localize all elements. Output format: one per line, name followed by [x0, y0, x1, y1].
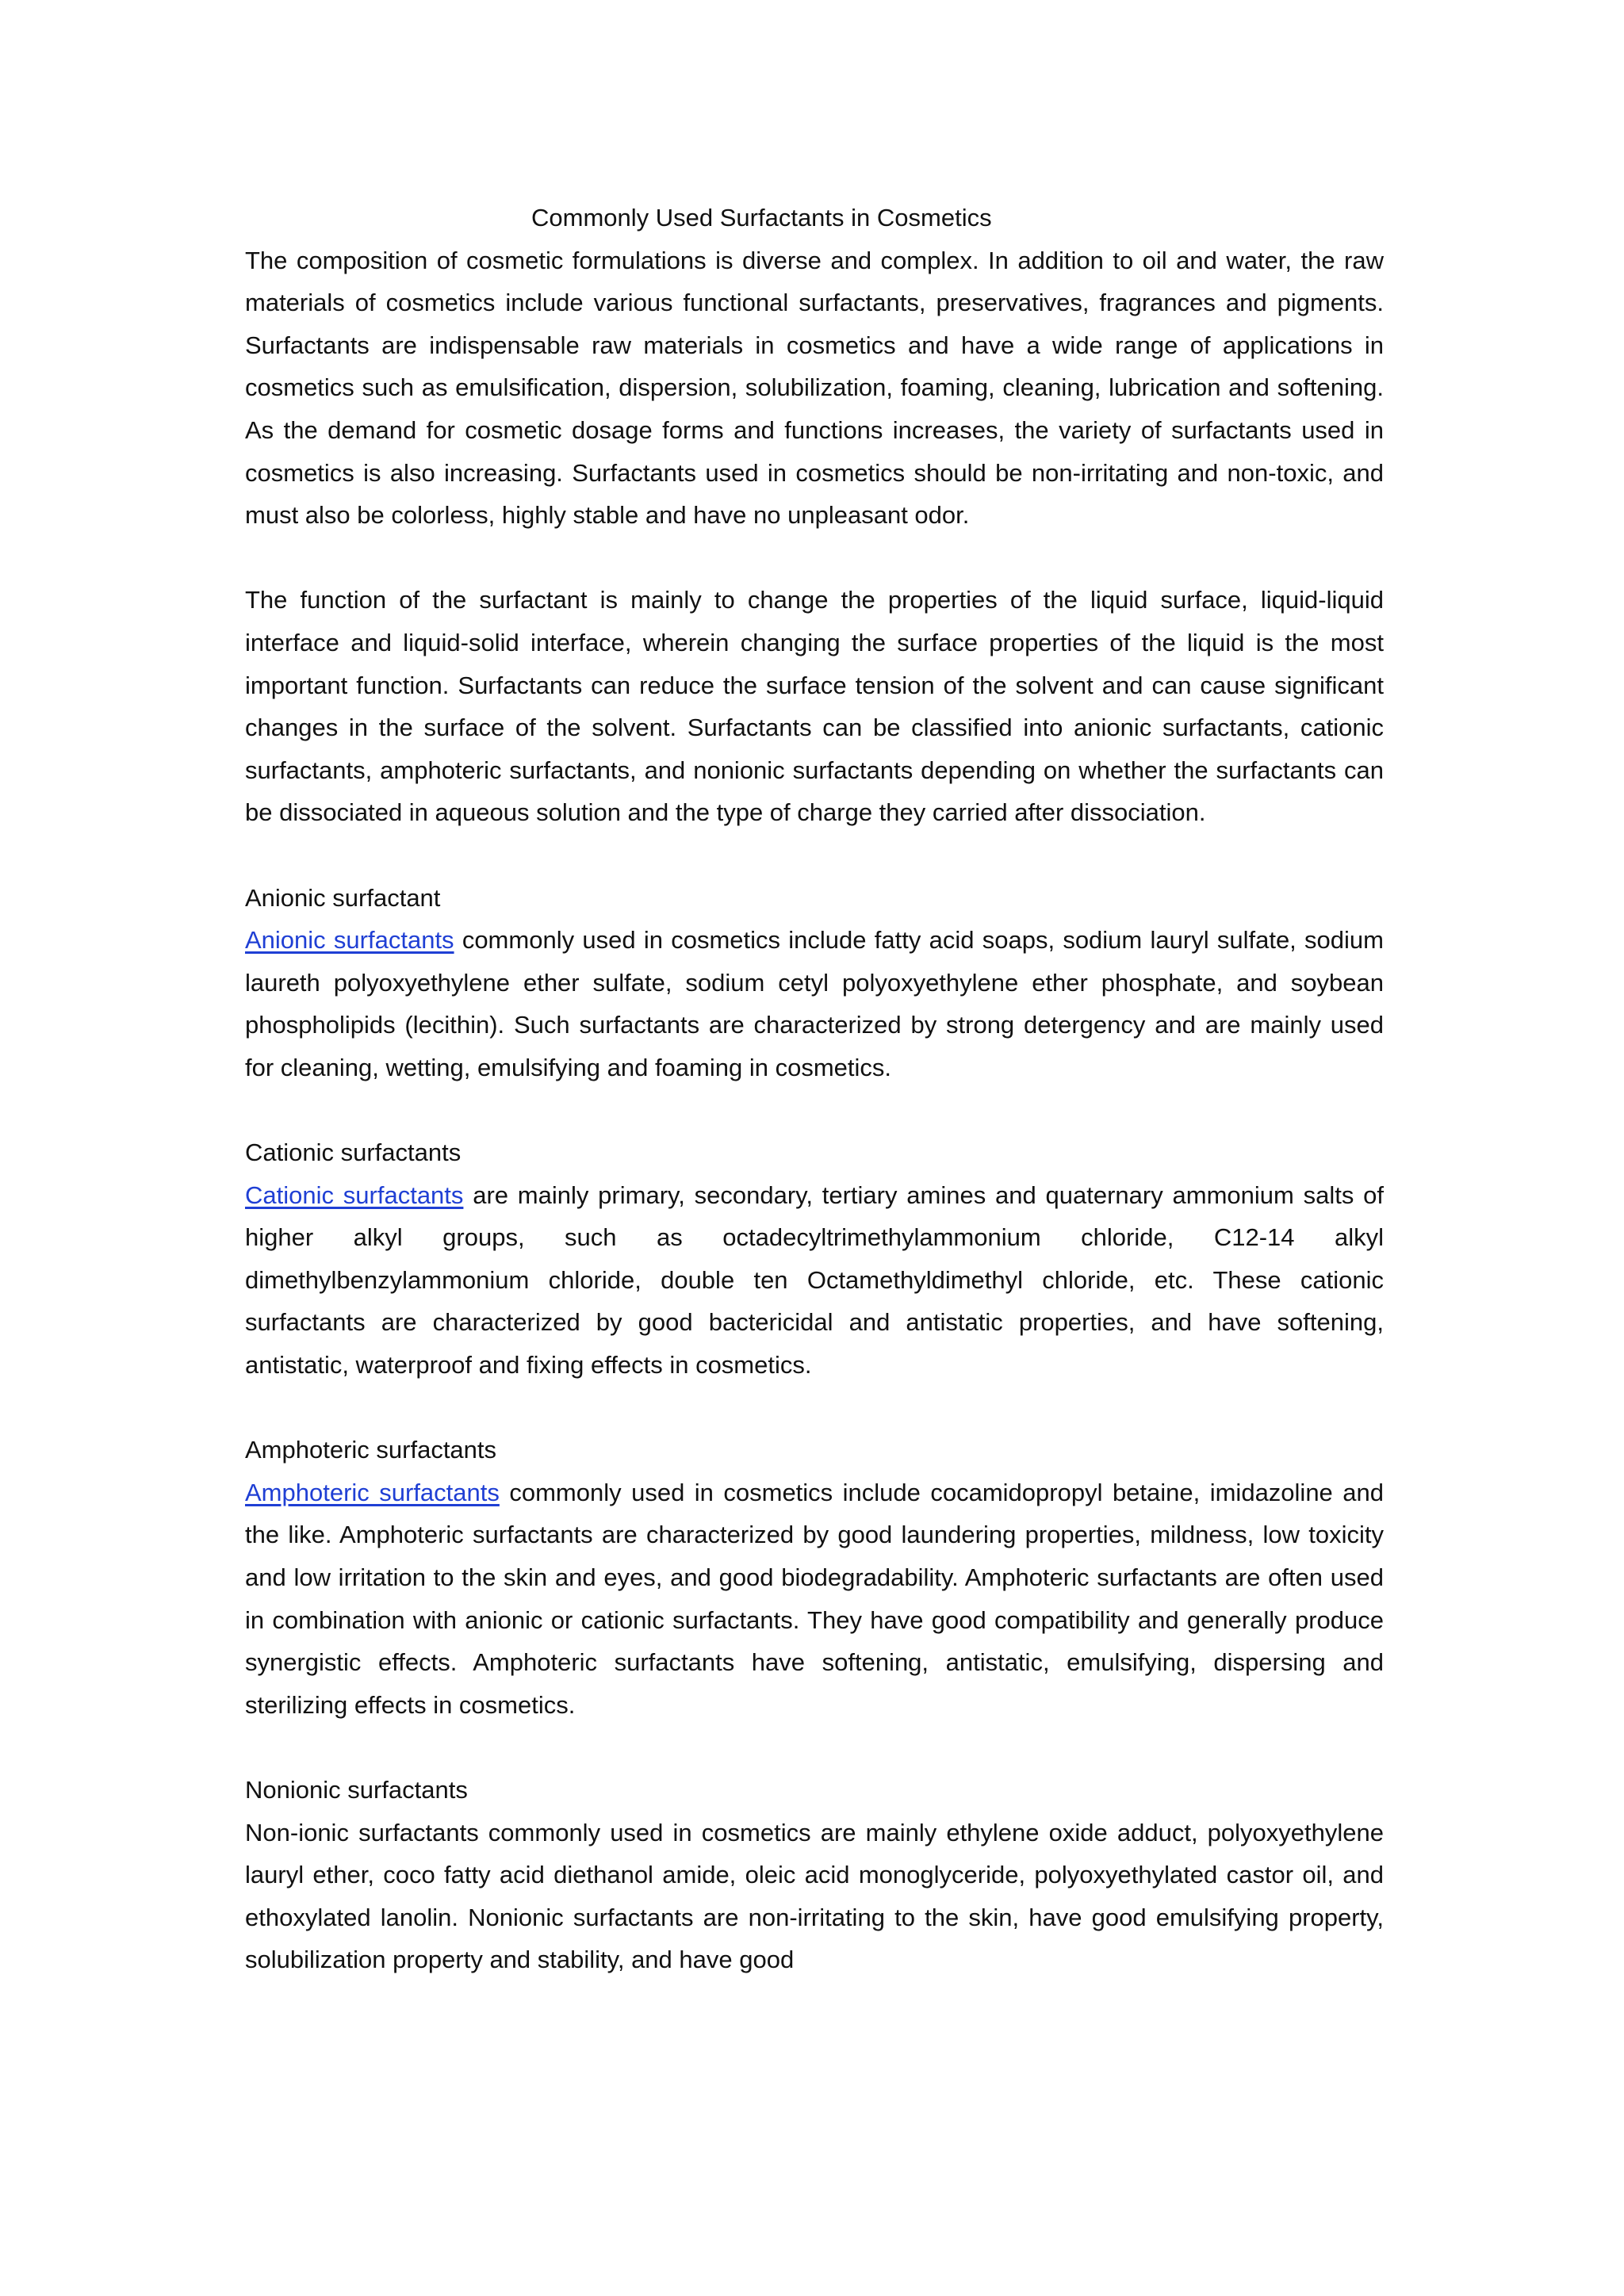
section-text-amphoteric: commonly used in cosmetics include cocamidopropyl betaine, imidazoline and the like. Amphoteric surfactants are characterized by good laundering properties, mildness, low toxicity and low irritation to the skin and eyes, and good biodegradability. Amphoteric surfactants are often used in combination with anionic or cationic surfactants. They have good compatibility and generally produce synergistic effects. Amphoteric surfactants have softening, antistatic, emulsifying, dispersing and sterilizing effects in cosmetics. — [245, 1478, 1384, 1719]
link-cationic-surfactants[interactable]: Cationic surfactants — [245, 1181, 464, 1209]
section-text-anionic: commonly used in cosmetics include fatty acid soaps, sodium lauryl sulfate, sodium laureth polyoxyethylene ether sulfate, sodium cetyl polyoxyethylene ether phosphate, and soybean phospholipids (lecithin). Such surfactants are characterized by strong detergency and are mainly used for cleaning, wetting, emulsifying and foaming in cosmetics. — [245, 926, 1384, 1081]
section-nonionic — [245, 1769, 1384, 1981]
section-anionic — [245, 877, 1384, 1089]
section-heading-anionic: Anionic surfactant — [245, 883, 441, 912]
section-paragraph-amphoteric — [245, 1471, 1384, 1727]
document-body — [245, 197, 1384, 1981]
paragraph-spacer — [245, 1387, 1384, 1429]
section-heading-amphoteric: Amphoteric surfactants — [245, 1436, 497, 1464]
intro-paragraph-2: The function of the surfactant is mainly to change the properties of the liquid surface, liquid-liquid interface and liquid-solid interface, wherein changing the surface properties of the liquid is the most important function. Surfactants can reduce the surface tension of the solvent and can cause significant changes in the surface of the solvent. Surfactants can be classified into anionic surfactants, cationic surfactants, amphoteric surfactants, and nonionic surfactants depending on whether the surfactants can be dissociated in aqueous solution and the type of charge they carried after dissociation. — [245, 586, 1384, 827]
paragraph-spacer — [245, 1089, 1384, 1131]
paragraph-spacer — [245, 537, 1384, 580]
section-paragraph-nonionic: Non-ionic surfactants commonly used in cosmetics are mainly ethylene oxide adduct, polyoxyethylene lauryl ether, coco fatty acid diethanol amide, oleic acid monoglyceride, polyoxyethylated castor oil, and ethoxylated lanolin. Nonionic surfactants are non-irritating to the skin, have good emulsifying property, solubilization property and stability, and have good — [245, 1818, 1384, 1974]
section-amphoteric — [245, 1429, 1384, 1726]
intro-paragraph-1: The composition of cosmetic formulations is diverse and complex. In addition to oil and water, the raw materials of cosmetics include various functional surfactants, preservatives, fragrances and pigments. Surfactants are indispensable raw materials in cosmetics and have a wide range of applications in cosmetics such as emulsification, dispersion, solubilization, foaming, cleaning, lubrication and softening. As the demand for cosmetic dosage forms and functions increases, the variety of surfactants used in cosmetics is also increasing. Surfactants used in cosmetics should be non-irritating and non-toxic, and must also be colorless, highly stable and have no unpleasant odor. — [245, 246, 1384, 530]
section-text-cationic: are mainly primary, secondary, tertiary amines and quaternary ammonium salts of higher alkyl groups, such as octadecyltrimethylammonium chloride, C12-14 alkyl dimethylbenzylammonium chloride, double ten Octamethyldimethyl chloride, etc. These cationic surfactants are characterized by good bactericidal and antistatic properties, and have softening, antistatic, waterproof and fixing effects in cosmetics. — [245, 1181, 1384, 1380]
link-anionic-surfactants[interactable]: Anionic surfactants — [245, 926, 454, 955]
link-amphoteric-surfactants[interactable]: Amphoteric surfactants — [245, 1478, 500, 1506]
document-title: Commonly Used Surfactants in Cosmetics — [531, 204, 992, 232]
section-paragraph-anionic — [245, 919, 1384, 1089]
paragraph-spacer — [245, 1726, 1384, 1769]
paragraph-spacer — [245, 834, 1384, 877]
section-paragraph-cationic — [245, 1174, 1384, 1387]
section-heading-cationic: Cationic surfactants — [245, 1138, 462, 1167]
section-cationic — [245, 1131, 1384, 1387]
section-heading-nonionic: Nonionic surfactants — [245, 1775, 468, 1804]
